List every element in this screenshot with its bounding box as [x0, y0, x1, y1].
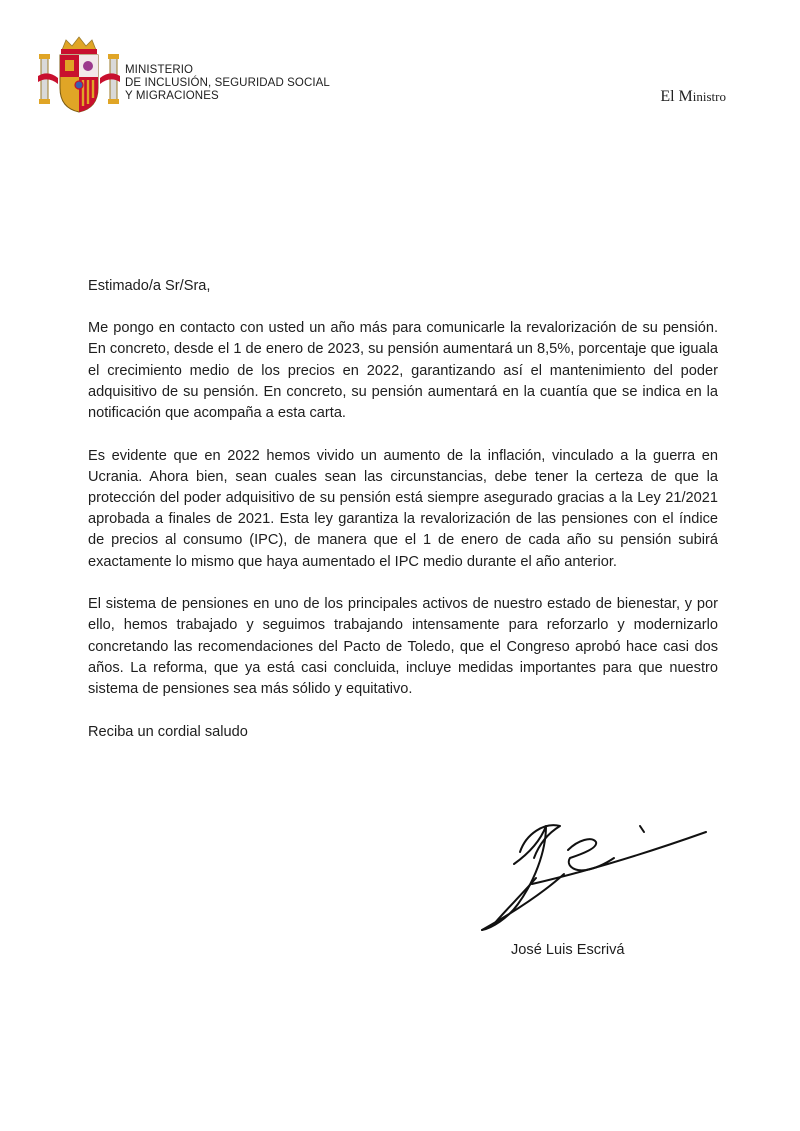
paragraph: Es evidente que en 2022 hemos vivido un aumento de la inflación, vinculado a la guerra en Ucrania. Ahora bien, sean cuales sean las circunstancias, debe tener la certeza de que la protección del poder adquisitivo de su pensión está siempre asegurado gracias a la Ley 21/2021 aprobada a finales de 2021. Esta ley garantiza la revalorización de las pensiones con el índice de precios al consumo (IPC), de manera que el 1 de enero de cada año su pensión subirá exactamente lo mismo que haya aumentado el IPC medio durante el año anterior.: [88, 447, 718, 570]
letter-body: [88, 276, 718, 743]
ministry-name: [125, 64, 330, 103]
minister-title: [660, 88, 726, 106]
coat-of-arms-icon: [38, 36, 120, 114]
minister-title-big: El M: [660, 88, 693, 105]
greeting: Estimado/a Sr/Sra,: [88, 278, 211, 294]
ministry-line: DE INCLUSIÓN, SEGURIDAD SOCIAL: [125, 77, 330, 89]
closing: Reciba un cordial saludo: [88, 723, 248, 740]
ministry-line: MINISTERIO: [125, 64, 194, 76]
signer-name: José Luis Escrivá: [511, 942, 625, 958]
paragraph: El sistema de pensiones en uno de los principales activos de nuestro estado de bienestar, y por ello, hemos trabajado y seguimos trabajando intensamente para reforzarlo y modernizarlo concretando las recomendaciones del Pacto de Toledo, que el Congreso aprobó hace casi dos años. La reforma, que ya está casi concluida, incluye medidas importantes para que nuestro sistema de pensiones sea más sólido y equitativo.: [88, 596, 718, 698]
minister-title-small: inistro: [692, 89, 726, 104]
signature-icon: [474, 812, 714, 942]
paragraph: Me pongo en contacto con usted un año más para comunicarle la revalorización de su pensión. En concreto, desde el 1 de enero de 2023, su pensión aumentará un 8,5%, porcentaje que iguala el crecimiento medio de los precios en 2022, garantizando así el mantenimiento del poder adquisitivo de su pensión. En concreto, su pensión aumentará en la cuantía que se indica en la notificación que acompaña a esta carta.: [88, 320, 718, 422]
ministry-line: Y MIGRACIONES: [125, 90, 219, 102]
